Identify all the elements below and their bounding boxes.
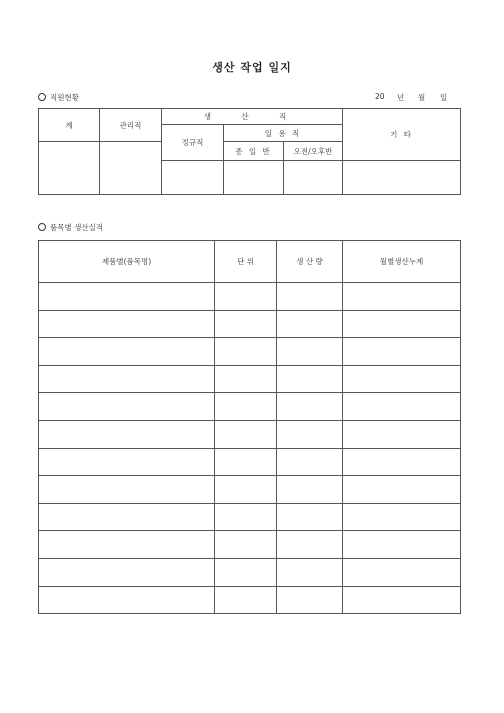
year-prefix: 20 (375, 92, 385, 101)
cell-product[interactable] (39, 531, 215, 559)
day-unit: 일 (440, 93, 448, 102)
cell-product[interactable] (39, 448, 215, 476)
header-regular: 정규직 (162, 125, 224, 161)
table-row (39, 476, 461, 504)
table-row (39, 365, 461, 393)
cell-unit[interactable] (215, 420, 277, 448)
column-header-unit: 단 위 (215, 241, 277, 283)
table-row (39, 531, 461, 559)
production-header-row (39, 241, 461, 283)
cell-monthly-total[interactable] (343, 586, 461, 614)
cell-unit[interactable] (215, 283, 277, 311)
cell-quantity[interactable] (277, 310, 343, 338)
circle-bullet-icon (38, 223, 46, 231)
header-half-day: 오전/오후반 (284, 142, 343, 161)
table-row (39, 338, 461, 366)
cell-monthly-total[interactable] (343, 365, 461, 393)
cell-quantity[interactable] (277, 531, 343, 559)
cell-unit[interactable] (215, 476, 277, 504)
cell-unit[interactable] (215, 558, 277, 586)
cell-product[interactable] (39, 503, 215, 531)
cell-monthly-total[interactable] (343, 448, 461, 476)
cell-unit[interactable] (215, 448, 277, 476)
cell-product[interactable] (39, 393, 215, 421)
cell-monthly-total[interactable] (343, 420, 461, 448)
cell-monthly-total[interactable] (343, 283, 461, 311)
cell-product[interactable] (39, 310, 215, 338)
table-row (39, 586, 461, 614)
cell-quantity[interactable] (277, 586, 343, 614)
column-header-product: 제품별(품목명) (39, 241, 215, 283)
staff-table (38, 108, 461, 195)
page-title: 생산 작업 일지 (212, 61, 292, 74)
cell-monthly-total[interactable] (343, 393, 461, 421)
column-header-monthly-total: 월별생산누계 (343, 241, 461, 283)
production-section-label (38, 222, 103, 233)
column-header-quantity: 생 산 량 (277, 241, 343, 283)
header-other: 기 타 (343, 109, 461, 161)
cell-quantity[interactable] (277, 393, 343, 421)
cell-unit[interactable] (215, 531, 277, 559)
cell-unit[interactable] (215, 338, 277, 366)
month-unit: 월 (418, 93, 426, 102)
table-row (39, 420, 461, 448)
header-full-day: 종 일 반 (224, 142, 284, 161)
cell-monthly-total[interactable] (343, 558, 461, 586)
cell-regular[interactable] (162, 161, 224, 195)
cell-unit[interactable] (215, 365, 277, 393)
cell-quantity[interactable] (277, 420, 343, 448)
year-unit: 년 (397, 93, 405, 102)
header-manager: 관리직 (100, 109, 162, 142)
cell-monthly-total[interactable] (343, 338, 461, 366)
header-daily: 일 용 직 (224, 125, 343, 142)
header-production: 생 산 직 (162, 109, 343, 125)
cell-product[interactable] (39, 420, 215, 448)
cell-unit[interactable] (215, 393, 277, 421)
table-row (39, 310, 461, 338)
date-line (0, 92, 504, 102)
table-row (39, 283, 461, 311)
cell-manager[interactable] (100, 142, 162, 195)
cell-product[interactable] (39, 586, 215, 614)
cell-quantity[interactable] (277, 558, 343, 586)
cell-full-day[interactable] (224, 161, 284, 195)
cell-quantity[interactable] (277, 283, 343, 311)
cell-other[interactable] (343, 161, 461, 195)
table-row (39, 393, 461, 421)
production-section-label-text: 품목별 생산실적 (50, 223, 104, 232)
header-total: 계 (39, 109, 100, 142)
cell-product[interactable] (39, 338, 215, 366)
production-table (38, 240, 461, 614)
table-row (39, 448, 461, 476)
cell-unit[interactable] (215, 503, 277, 531)
cell-unit[interactable] (215, 586, 277, 614)
cell-product[interactable] (39, 558, 215, 586)
staff-section-label-text: 직원현황 (50, 93, 79, 102)
cell-quantity[interactable] (277, 338, 343, 366)
cell-monthly-total[interactable] (343, 531, 461, 559)
cell-monthly-total[interactable] (343, 476, 461, 504)
cell-monthly-total[interactable] (343, 503, 461, 531)
cell-quantity[interactable] (277, 448, 343, 476)
cell-total[interactable] (39, 142, 100, 195)
table-row (39, 503, 461, 531)
cell-product[interactable] (39, 476, 215, 504)
cell-quantity[interactable] (277, 365, 343, 393)
cell-monthly-total[interactable] (343, 310, 461, 338)
table-row (39, 558, 461, 586)
cell-quantity[interactable] (277, 503, 343, 531)
cell-half-day[interactable] (284, 161, 343, 195)
cell-product[interactable] (39, 283, 215, 311)
cell-product[interactable] (39, 365, 215, 393)
cell-quantity[interactable] (277, 476, 343, 504)
cell-unit[interactable] (215, 310, 277, 338)
